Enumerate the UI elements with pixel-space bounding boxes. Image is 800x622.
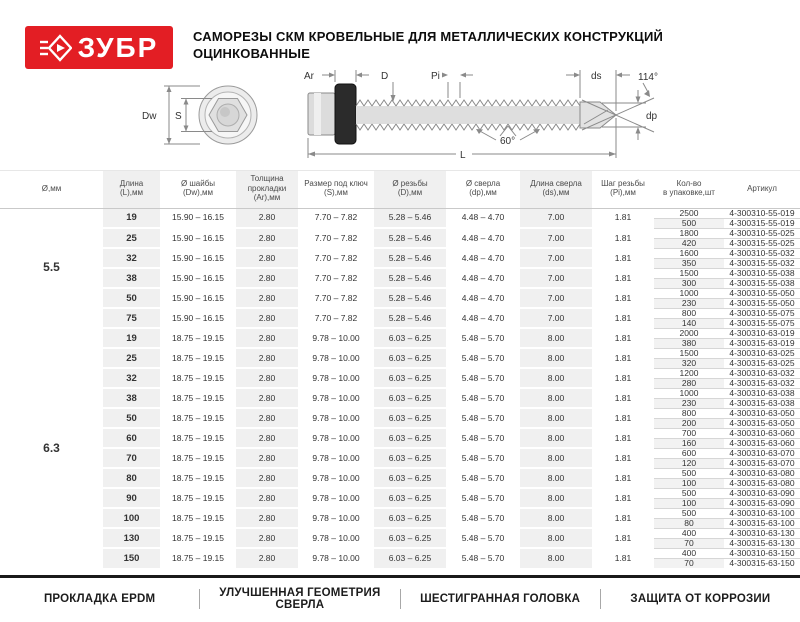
drill-length-cell: 8.00 xyxy=(520,528,592,548)
column-header: Ø резьбы (D),мм xyxy=(374,171,446,209)
length-cell: 25 xyxy=(103,348,160,368)
article-cell: 4-300315-55-050 xyxy=(724,298,800,308)
gasket-thickness-cell: 2.80 xyxy=(236,268,298,288)
washer-diameter-cell: 18.75 – 19.15 xyxy=(160,368,236,388)
article-cell: 4-300310-63-090 xyxy=(724,488,800,498)
article-cell: 4-300310-63-080 xyxy=(724,468,800,478)
thread-diameter-cell: 6.03 – 6.25 xyxy=(374,388,446,408)
drill-diameter-cell: 5.48 – 5.70 xyxy=(446,388,520,408)
pack-quantity-cell: 300 xyxy=(654,278,724,288)
dim-label-ar: Ar xyxy=(304,71,314,82)
gasket-thickness-cell: 2.80 xyxy=(236,388,298,408)
washer-diameter-cell: 15.90 – 16.15 xyxy=(160,308,236,328)
washer-diameter-cell: 18.75 – 19.15 xyxy=(160,408,236,428)
thread-pitch-cell: 1.81 xyxy=(592,468,654,488)
article-cell: 4-300315-63-019 xyxy=(724,338,800,348)
zubr-bison-icon xyxy=(40,34,72,62)
dim-label-s: S xyxy=(175,111,182,122)
pack-quantity-cell: 80 xyxy=(654,518,724,528)
gasket-thickness-cell: 2.80 xyxy=(236,348,298,368)
pack-quantity-cell: 230 xyxy=(654,298,724,308)
length-cell: 32 xyxy=(103,248,160,268)
column-header: Кол-во в упаковке,шт xyxy=(654,171,724,209)
diameter-cell: 6.3 xyxy=(0,328,103,568)
wrench-size-cell: 9.78 – 10.00 xyxy=(298,388,374,408)
drill-length-cell: 7.00 xyxy=(520,268,592,288)
wrench-size-cell: 9.78 – 10.00 xyxy=(298,368,374,388)
drill-diameter-cell: 4.48 – 4.70 xyxy=(446,248,520,268)
length-cell: 90 xyxy=(103,488,160,508)
wrench-size-cell: 9.78 – 10.00 xyxy=(298,508,374,528)
table-header-row xyxy=(0,171,800,209)
gasket-thickness-cell: 2.80 xyxy=(236,508,298,528)
pack-quantity-cell: 420 xyxy=(654,238,724,248)
dim-label-d: D xyxy=(381,71,389,82)
article-cell: 4-300310-55-038 xyxy=(724,268,800,278)
article-cell: 4-300315-63-130 xyxy=(724,538,800,548)
table-row xyxy=(0,408,800,418)
thread-diameter-cell: 5.28 – 5.46 xyxy=(374,288,446,308)
feature-label: ПРОКЛАДКА EPDM xyxy=(43,593,156,605)
pack-quantity-cell: 2500 xyxy=(654,208,724,218)
thread-diameter-cell: 6.03 – 6.25 xyxy=(374,548,446,568)
gasket-thickness-cell: 2.80 xyxy=(236,328,298,348)
drill-length-cell: 7.00 xyxy=(547,212,565,223)
drill-length-cell: 7.00 xyxy=(520,308,592,328)
pack-quantity-cell: 800 xyxy=(654,308,724,318)
drill-length-cell: 8.00 xyxy=(520,468,592,488)
thread-pitch-cell: 1.81 xyxy=(592,428,654,448)
article-cell: 4-300310-63-100 xyxy=(724,508,800,518)
thread-pitch-cell: 1.81 xyxy=(592,408,654,428)
drill-length-cell: 7.00 xyxy=(520,248,592,268)
thread-diameter-cell: 6.03 – 6.25 xyxy=(374,428,446,448)
length-cell: 150 xyxy=(103,548,160,568)
drill-length-cell: 7.00 xyxy=(520,288,592,308)
pack-quantity-cell: 70 xyxy=(654,558,724,568)
drill-point xyxy=(580,102,616,128)
dim-label-l: L xyxy=(460,150,466,161)
thread-pitch-cell: 1.81 xyxy=(592,348,654,368)
length-cell: 19 xyxy=(126,212,137,224)
pack-quantity-cell: 120 xyxy=(654,458,724,468)
washer-diameter-cell: 15.90 – 16.15 xyxy=(160,248,236,268)
thread-diameter-cell: 6.03 – 6.25 xyxy=(374,528,446,548)
article-cell: 4-300315-63-038 xyxy=(724,398,800,408)
length-cell: 19 xyxy=(103,328,160,348)
pack-quantity-cell: 500 xyxy=(654,488,724,498)
dim-label-angle-tip: 114° xyxy=(638,72,658,83)
pack-quantity-cell: 1500 xyxy=(654,268,724,278)
thread-pitch-cell: 1.81 xyxy=(592,548,654,568)
features-list xyxy=(0,578,800,620)
article-cell: 4-300310-63-150 xyxy=(724,548,800,558)
article-cell: 4-300315-55-038 xyxy=(724,278,800,288)
gasket-thickness-cell: 2.80 xyxy=(236,248,298,268)
thread-diameter-cell: 5.28 – 5.46 xyxy=(374,308,446,328)
pack-quantity-cell: 320 xyxy=(654,358,724,368)
drill-length-cell: 8.00 xyxy=(520,448,592,468)
pack-quantity-cell: 230 xyxy=(654,398,724,408)
length-cell: 80 xyxy=(103,468,160,488)
article-cell: 4-300315-63-050 xyxy=(724,418,800,428)
pack-quantity-cell: 500 xyxy=(654,508,724,518)
drill-diameter-cell: 4.48 – 4.70 xyxy=(446,288,520,308)
feature-label: УЛУЧШЕННАЯ ГЕОМЕТРИЯ СВЕРЛА xyxy=(219,587,381,611)
washer-diameter-cell: 18.75 – 19.15 xyxy=(160,508,236,528)
article-cell: 4-300315-63-150 xyxy=(724,558,800,568)
column-header: Шаг резьбы (Pi),мм xyxy=(592,171,654,209)
thread-diameter-cell: 5.28 – 5.46 xyxy=(388,212,432,223)
article-cell: 4-300315-63-025 xyxy=(724,358,800,368)
thread-pitch-cell: 1.81 xyxy=(592,288,654,308)
pack-quantity-cell: 2000 xyxy=(654,328,724,338)
wrench-size-cell: 9.78 – 10.00 xyxy=(298,468,374,488)
gasket-thickness-cell: 2.80 xyxy=(236,368,298,388)
dim-label-dp: dp xyxy=(646,111,658,122)
pack-quantity-cell: 800 xyxy=(654,408,724,418)
pack-quantity-cell: 400 xyxy=(654,548,724,558)
title-line-2: ОЦИНКОВАННЫЕ xyxy=(193,46,311,61)
article-cell: 4-300310-63-032 xyxy=(724,368,800,378)
table-row xyxy=(0,208,800,218)
thread-pitch-cell: 1.81 xyxy=(592,528,654,548)
feature-label: ЗАЩИТА ОТ КОРРОЗИИ xyxy=(630,593,771,605)
pack-quantity-cell: 380 xyxy=(654,338,724,348)
length-cell: 60 xyxy=(103,428,160,448)
washer-diameter-cell: 18.75 – 19.15 xyxy=(160,488,236,508)
column-header: Ø,мм xyxy=(0,171,103,209)
pack-quantity-cell: 1800 xyxy=(654,228,724,238)
pack-quantity-cell: 200 xyxy=(654,418,724,428)
article-cell: 4-300310-55-019 xyxy=(724,208,800,218)
gasket-thickness-cell: 2.80 xyxy=(236,228,298,248)
article-cell: 4-300310-63-070 xyxy=(724,448,800,458)
column-header: Размер под ключ (S),мм xyxy=(298,171,374,209)
drill-diameter-cell: 5.48 – 5.70 xyxy=(446,468,520,488)
pack-quantity-cell: 1000 xyxy=(654,388,724,398)
wrench-size-cell: 7.70 – 7.82 xyxy=(298,308,374,328)
gasket-thickness-cell: 2.80 xyxy=(236,408,298,428)
length-cell: 75 xyxy=(103,308,160,328)
thread-diameter-cell: 6.03 – 6.25 xyxy=(374,468,446,488)
pack-quantity-cell: 140 xyxy=(654,318,724,328)
table-row xyxy=(0,328,800,338)
logo-text: ЗУБР xyxy=(77,31,159,63)
drill-diameter-cell: 4.48 – 4.70 xyxy=(461,212,505,223)
wrench-size-cell: 9.78 – 10.00 xyxy=(298,408,374,428)
drill-diameter-cell: 5.48 – 5.70 xyxy=(446,428,520,448)
wrench-size-cell: 7.70 – 7.82 xyxy=(298,268,374,288)
article-cell: 4-300315-55-075 xyxy=(724,318,800,328)
thread-pitch-cell: 1.81 xyxy=(592,508,654,528)
article-cell: 4-300310-55-075 xyxy=(724,308,800,318)
pack-quantity-cell: 350 xyxy=(654,258,724,268)
drill-length-cell: 8.00 xyxy=(520,348,592,368)
article-cell: 4-300315-63-100 xyxy=(724,518,800,528)
length-cell: 70 xyxy=(103,448,160,468)
dim-label-dw: Dw xyxy=(142,111,157,122)
length-cell: 100 xyxy=(103,508,160,528)
drill-length-cell: 8.00 xyxy=(520,428,592,448)
wrench-size-cell: 7.70 – 7.82 xyxy=(298,248,374,268)
wrench-size-cell: 9.78 – 10.00 xyxy=(298,448,374,468)
thread-pitch-cell: 1.81 xyxy=(592,488,654,508)
page-title xyxy=(193,28,783,62)
table-row xyxy=(0,308,800,318)
wrench-size-cell: 9.78 – 10.00 xyxy=(298,548,374,568)
thread-pitch-cell: 1.81 xyxy=(592,308,654,328)
washer-diameter-cell: 15.90 – 16.15 xyxy=(160,228,236,248)
length-cell: 38 xyxy=(103,268,160,288)
gasket-thickness-cell: 2.80 xyxy=(236,528,298,548)
table-row xyxy=(0,228,800,238)
drill-length-cell: 8.00 xyxy=(520,328,592,348)
hex-head-side xyxy=(308,93,335,135)
column-header: Толщина прокладки (Ar),мм xyxy=(236,171,298,209)
table-row xyxy=(0,388,800,398)
drill-length-cell: 7.00 xyxy=(520,228,592,248)
washer-diameter-cell: 18.75 – 19.15 xyxy=(160,428,236,448)
drill-diameter-cell: 4.48 – 4.70 xyxy=(446,308,520,328)
length-cell: 38 xyxy=(103,388,160,408)
thread-pitch-cell: 1.81 xyxy=(592,228,654,248)
feature-label: ШЕСТИГРАННАЯ ГОЛОВКА xyxy=(420,593,581,605)
thread-diameter-cell: 6.03 – 6.25 xyxy=(374,408,446,428)
table-row xyxy=(0,248,800,258)
article-cell: 4-300310-63-130 xyxy=(724,528,800,538)
article-cell: 4-300310-55-050 xyxy=(724,288,800,298)
thread-diameter-cell: 6.03 – 6.25 xyxy=(374,348,446,368)
drill-diameter-cell: 5.48 – 5.70 xyxy=(446,408,520,428)
drill-diameter-cell: 5.48 – 5.70 xyxy=(446,508,520,528)
article-cell: 4-300315-63-080 xyxy=(724,478,800,488)
wrench-size-cell: 9.78 – 10.00 xyxy=(298,488,374,508)
features-bar xyxy=(0,575,800,622)
thread-pitch-cell: 1.81 xyxy=(592,388,654,408)
washer-diameter-cell: 15.90 – 16.15 xyxy=(160,288,236,308)
article-cell: 4-300310-63-025 xyxy=(724,348,800,358)
thread-diameter-cell: 5.28 – 5.46 xyxy=(374,268,446,288)
washer-diameter-cell: 15.90 – 16.15 xyxy=(172,212,224,223)
article-cell: 4-300315-63-070 xyxy=(724,458,800,468)
thread-diameter-cell: 6.03 – 6.25 xyxy=(374,488,446,508)
table-row xyxy=(0,268,800,278)
thread-diameter-cell: 6.03 – 6.25 xyxy=(374,508,446,528)
pack-quantity-cell: 280 xyxy=(654,378,724,388)
wrench-size-cell: 9.78 – 10.00 xyxy=(298,428,374,448)
table-row xyxy=(0,508,800,518)
column-header: Артикул xyxy=(724,171,800,209)
table-row xyxy=(0,528,800,538)
pack-quantity-cell: 1000 xyxy=(654,288,724,298)
screw-drawing-svg xyxy=(138,62,678,170)
dim-label-angle-thread: 60° xyxy=(500,136,516,147)
washer-diameter-cell: 15.90 – 16.15 xyxy=(160,268,236,288)
table-row xyxy=(0,468,800,478)
column-header: Длина сверла (ds),мм xyxy=(520,171,592,209)
article-cell: 4-300315-63-090 xyxy=(724,498,800,508)
article-cell: 4-300315-55-019 xyxy=(724,218,800,228)
washer-diameter-cell: 18.75 – 19.15 xyxy=(160,448,236,468)
drill-length-cell: 8.00 xyxy=(520,508,592,528)
drill-diameter-cell: 4.48 – 4.70 xyxy=(446,228,520,248)
diameter-cell: 5.5 xyxy=(0,208,103,328)
table-row xyxy=(0,348,800,358)
article-cell: 4-300315-55-032 xyxy=(724,258,800,268)
drill-diameter-cell: 5.48 – 5.70 xyxy=(446,488,520,508)
pack-quantity-cell: 160 xyxy=(654,438,724,448)
table-row xyxy=(0,448,800,458)
drill-length-cell: 8.00 xyxy=(520,388,592,408)
drill-length-cell: 8.00 xyxy=(520,368,592,388)
thread-pitch-cell: 1.81 xyxy=(592,248,654,268)
washer-diameter-cell: 18.75 – 19.15 xyxy=(160,328,236,348)
thread-pitch-cell: 1.81 xyxy=(592,448,654,468)
drill-diameter-cell: 5.48 – 5.70 xyxy=(446,528,520,548)
gasket-thickness-cell: 2.80 xyxy=(236,308,298,328)
washer-diameter-cell: 18.75 – 19.15 xyxy=(160,548,236,568)
pack-quantity-cell: 600 xyxy=(654,448,724,458)
pack-quantity-cell: 400 xyxy=(654,528,724,538)
article-cell: 4-300310-55-032 xyxy=(724,248,800,258)
gasket-thickness-cell: 2.80 xyxy=(236,428,298,448)
thread-diameter-cell: 6.03 – 6.25 xyxy=(374,448,446,468)
table-row xyxy=(0,428,800,438)
drill-diameter-cell: 5.48 – 5.70 xyxy=(446,448,520,468)
article-cell: 4-300315-55-025 xyxy=(724,238,800,248)
gasket-thickness-cell: 2.80 xyxy=(236,548,298,568)
article-cell: 4-300310-63-060 xyxy=(724,428,800,438)
gasket-thickness-cell: 2.80 xyxy=(236,448,298,468)
table-row xyxy=(0,288,800,298)
drill-diameter-cell: 5.48 – 5.70 xyxy=(446,548,520,568)
length-cell: 130 xyxy=(103,528,160,548)
article-cell: 4-300315-63-032 xyxy=(724,378,800,388)
thread-diameter-cell: 6.03 – 6.25 xyxy=(374,328,446,348)
article-cell: 4-300310-55-025 xyxy=(724,228,800,238)
wrench-size-cell: 7.70 – 7.82 xyxy=(298,228,374,248)
epdm-washer xyxy=(335,84,356,144)
spec-table xyxy=(0,170,800,568)
drill-length-cell: 8.00 xyxy=(520,408,592,428)
pack-quantity-cell: 1200 xyxy=(654,368,724,378)
pack-quantity-cell: 100 xyxy=(654,478,724,488)
column-header: Длина (L),мм xyxy=(103,171,160,209)
drill-diameter-cell: 5.48 – 5.70 xyxy=(446,348,520,368)
washer-diameter-cell: 18.75 – 19.15 xyxy=(160,348,236,368)
length-cell: 32 xyxy=(103,368,160,388)
gasket-thickness-cell: 2.80 xyxy=(236,488,298,508)
drill-diameter-cell: 5.48 – 5.70 xyxy=(446,368,520,388)
table-row xyxy=(0,368,800,378)
pack-quantity-cell: 100 xyxy=(654,498,724,508)
wrench-size-cell: 9.78 – 10.00 xyxy=(298,528,374,548)
drill-diameter-cell: 4.48 – 4.70 xyxy=(446,268,520,288)
washer-diameter-cell: 18.75 – 19.15 xyxy=(160,528,236,548)
pack-quantity-cell: 700 xyxy=(654,428,724,438)
thread-diameter-cell: 6.03 – 6.25 xyxy=(374,368,446,388)
thread-diameter-cell: 5.28 – 5.46 xyxy=(374,228,446,248)
title-line-1: САМОРЕЗЫ СКМ КРОВЕЛЬНЫЕ ДЛЯ МЕТАЛЛИЧЕСКИХ КОНСТРУКЦИЙ xyxy=(193,29,664,44)
wrench-size-cell: 9.78 – 10.00 xyxy=(298,348,374,368)
length-cell: 50 xyxy=(103,288,160,308)
thread-pitch-cell: 1.81 xyxy=(592,268,654,288)
screw-diagram xyxy=(138,62,678,170)
thread-pitch-cell: 1.81 xyxy=(592,328,654,348)
thread-pitch-cell: 1.81 xyxy=(614,212,632,223)
gasket-thickness-cell: 2.80 xyxy=(236,288,298,308)
pack-quantity-cell: 500 xyxy=(654,468,724,478)
gasket-thickness-cell: 2.80 xyxy=(258,212,276,223)
gasket-thickness-cell: 2.80 xyxy=(236,468,298,488)
pack-quantity-cell: 1600 xyxy=(654,248,724,258)
drill-length-cell: 8.00 xyxy=(520,548,592,568)
article-cell: 4-300310-63-050 xyxy=(724,408,800,418)
column-header: Ø шайбы (Dw),мм xyxy=(160,171,236,209)
article-cell: 4-300310-63-038 xyxy=(724,388,800,398)
wrench-size-cell: 7.70 – 7.82 xyxy=(298,288,374,308)
article-cell: 4-300315-63-060 xyxy=(724,438,800,448)
pack-quantity-cell: 1500 xyxy=(654,348,724,358)
table-row xyxy=(0,488,800,498)
dim-label-pi: Pi xyxy=(431,71,440,82)
column-header: Ø сверла (dp),мм xyxy=(446,171,520,209)
washer-diameter-cell: 18.75 – 19.15 xyxy=(160,388,236,408)
dim-label-ds: ds xyxy=(591,71,602,82)
drill-length-cell: 8.00 xyxy=(520,488,592,508)
article-cell: 4-300310-63-019 xyxy=(724,328,800,338)
thread-diameter-cell: 5.28 – 5.46 xyxy=(374,248,446,268)
pack-quantity-cell: 500 xyxy=(654,218,724,228)
thread-pitch-cell: 1.81 xyxy=(592,368,654,388)
wrench-size-cell: 7.70 – 7.82 xyxy=(314,212,358,223)
drill-diameter-cell: 5.48 – 5.70 xyxy=(446,328,520,348)
pack-quantity-cell: 70 xyxy=(654,538,724,548)
length-cell: 25 xyxy=(103,228,160,248)
table-row xyxy=(0,548,800,558)
washer-diameter-cell: 18.75 – 19.15 xyxy=(160,468,236,488)
wrench-size-cell: 9.78 – 10.00 xyxy=(298,328,374,348)
length-cell: 50 xyxy=(103,408,160,428)
